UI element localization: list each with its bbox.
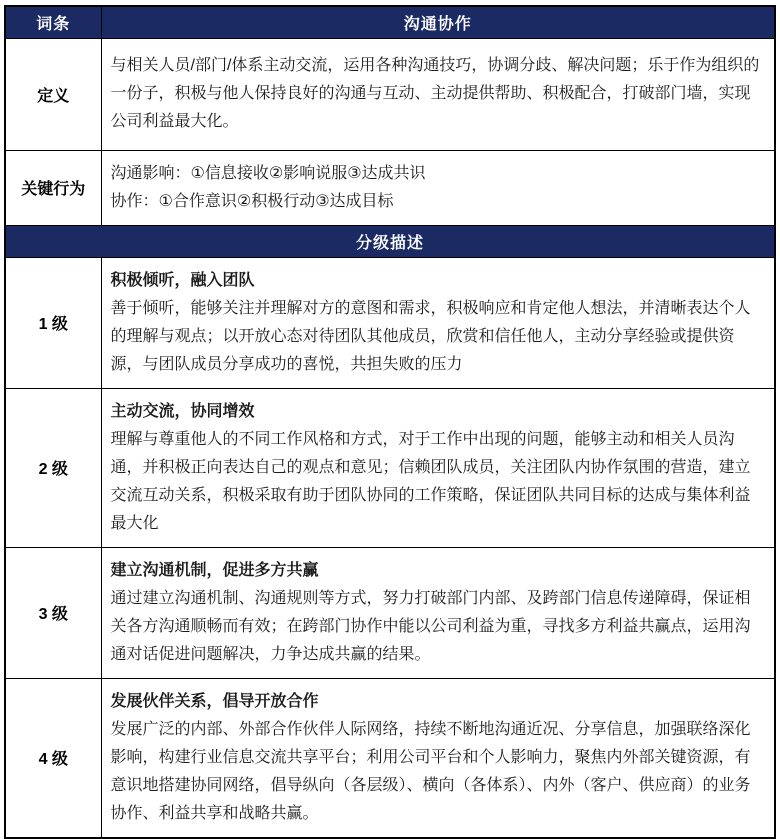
levels-banner: 分级描述 (5, 225, 775, 257)
definition-row (5, 38, 775, 150)
definition-label-cell: 定义 (5, 38, 101, 150)
key-behaviors-label-cell: 关键行为 (5, 150, 101, 225)
level-2-cell (101, 388, 775, 547)
key-behaviors-row (5, 150, 775, 225)
level-2-label-cell: 2 级 (5, 388, 101, 547)
level-4-title: 发展伙伴关系，倡导开放合作 (110, 692, 319, 710)
term-label-cell: 词条 (5, 6, 101, 38)
level-3-cell (101, 547, 775, 678)
definition-text: 与相关人员/部门/体系主动交流，运用各种沟通技巧，协调分歧、解决问题；乐于作为组织的一份子，积极与他人保持良好的沟通与互动、主动提供帮助、积极配合，打破部门墙，实现公司利益最大化。 (101, 38, 775, 150)
level-3-description: 通过建立沟通机制、沟通规则等方式，努力打破部门内部、及跨部门信息传递障碍，保证相关各方沟通顺畅而有效；在跨部门协作中能以公司利益为重，寻找多方利益共赢点，运用沟通对话促进问题解决，力争达成共赢的结果。 (110, 589, 751, 663)
level-2-title: 主动交流，协同增效 (110, 402, 255, 420)
level-1-cell (101, 257, 775, 388)
level-3-title: 建立沟通机制，促进多方共赢 (110, 561, 319, 579)
term-value-cell: 沟通协作 (101, 6, 775, 38)
key-behavior-line-collaboration: 协作：①合作意识②积极行动③达成目标 (110, 192, 394, 210)
level-row-3 (5, 547, 775, 678)
levels-banner-row (5, 225, 775, 257)
level-4-cell (101, 678, 775, 838)
competency-table (4, 5, 776, 839)
level-1-description: 善于倾听，能够关注并理解对方的意图和需求，积极响应和肯定他人想法，并清晰表达个人的理解与观点；以开放心态对待团队其他成员，欣赏和信任他人，主动分享经验或提供资源，与团队成员分享成功的喜悦，共担失败的压力 (110, 299, 751, 373)
level-row-2 (5, 388, 775, 547)
level-1-title: 积极倾听，融入团队 (110, 271, 255, 289)
term-header-row (5, 6, 775, 38)
key-behaviors-cell (101, 150, 775, 225)
level-row-4 (5, 678, 775, 838)
key-behavior-line-communication: 沟通影响：①信息接收②影响说服③达成共识 (110, 164, 426, 182)
level-1-label-cell: 1 级 (5, 257, 101, 388)
level-4-description: 发展广泛的内部、外部合作伙伴人际网络，持续不断地沟通近况、分享信息，加强联络深化影响，构建行业信息交流共享平台；利用公司平台和个人影响力，聚焦内外部关键资源，有意识地搭建协同网络，倡导纵向（各层级）、横向（各体系）、内外（客户、供应商）的业务协作、利益共享和战略共赢。 (110, 720, 751, 822)
level-4-label-cell: 4 级 (5, 678, 101, 838)
level-3-label-cell: 3 级 (5, 547, 101, 678)
level-row-1 (5, 257, 775, 388)
level-2-description: 理解与尊重他人的不同工作风格和方式，对于工作中出现的问题，能够主动和相关人员沟通，并积极正向表达自己的观点和意见；信赖团队成员，关注团队内协作氛围的营造，建立交流互动关系，积极采取有助于团队协同的工作策略，保证团队共同目标的达成与集体利益最大化 (110, 430, 751, 532)
